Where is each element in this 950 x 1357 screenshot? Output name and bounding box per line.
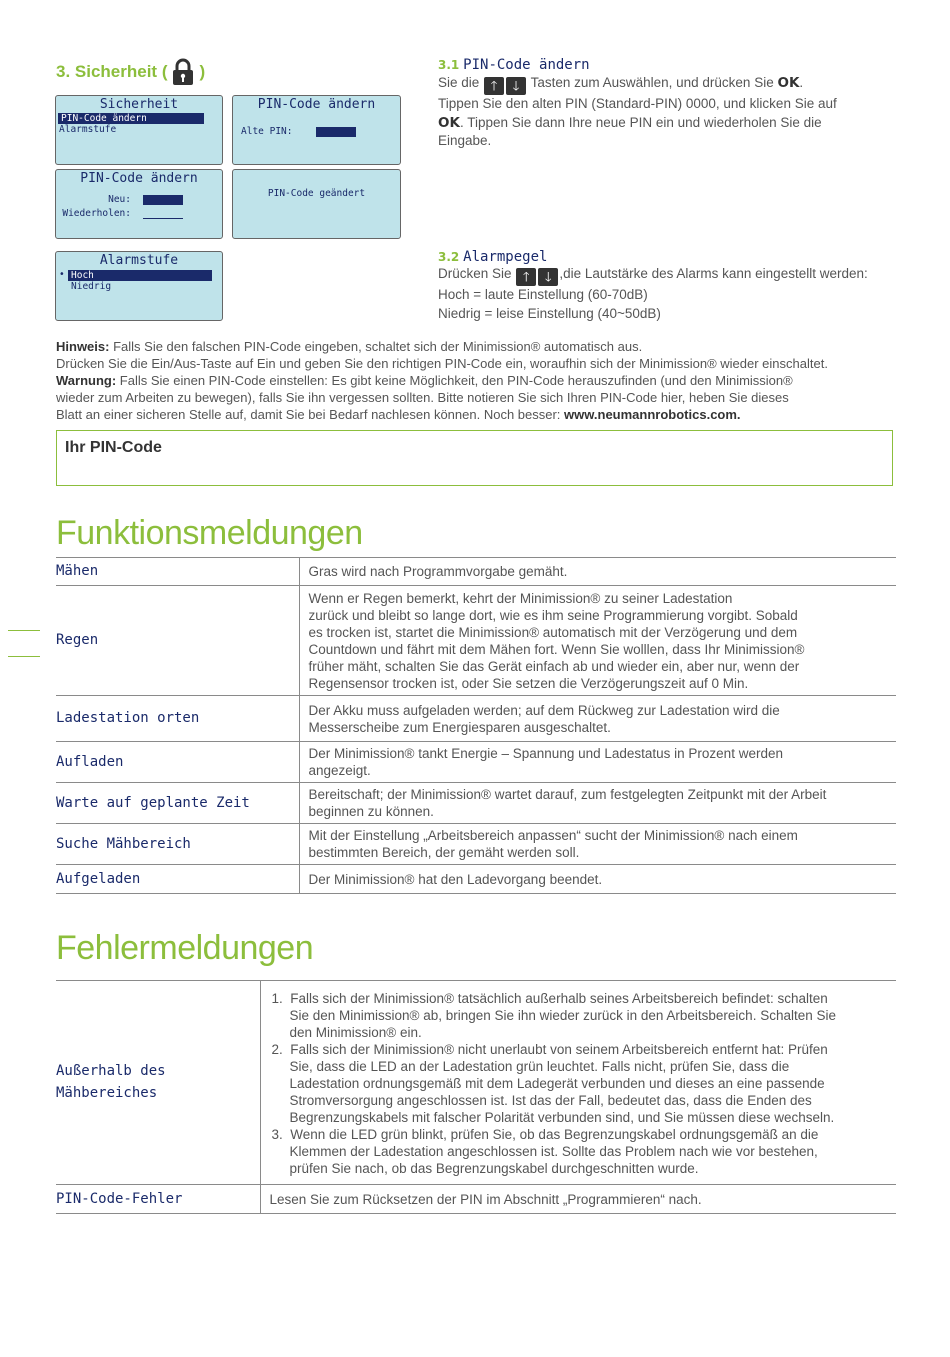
old-pin-label: Alte PIN:	[241, 126, 293, 137]
ok-label: OK	[777, 75, 800, 91]
text-line: Bereitschaft; der Minimission® wartet darauf, zum festgelegten Zeitpunkt mit der Arbeit	[308, 787, 827, 802]
text-line: den Minimission® ein.	[289, 1025, 422, 1040]
row-value	[299, 824, 896, 865]
list-item	[270, 1126, 889, 1177]
subsection-title: PIN-Code ändern	[463, 57, 590, 73]
row-value: Gras wird nach Programmvorgabe gemäht.	[299, 558, 896, 586]
new-pin-field	[143, 195, 183, 205]
text-line: prüfen Sie nach, ob das Begrenzungskabel durchgeschnitten wurde.	[289, 1161, 699, 1176]
table-row	[56, 586, 896, 696]
row-value: Lesen Sie zum Rücksetzen der PIN im Abschnitt „Programmieren“ nach.	[260, 1185, 896, 1214]
margin-mark	[8, 630, 40, 631]
text-line: wieder zum Arbeiten zu bewegen), falls Sie ihn vergessen sollten. Bitte notieren Sie sich Ihren PIN-Code hier, heben Sie dieses	[56, 390, 789, 405]
text-span: Tasten zum Auswählen, und drücken Sie	[530, 75, 774, 90]
subsection-3-1-text	[438, 74, 898, 151]
text-line: es trocken ist, startet die Minimission® automatisch mit der Verzögerung und dem	[308, 624, 798, 640]
warnung-label: Warnung:	[56, 373, 117, 388]
funktion-table	[56, 557, 896, 894]
text-line: Begrenzungskabels mit falscher Polarität verbunden sind, und Sie müssen diese wechseln.	[289, 1110, 835, 1125]
row-key: Aufgeladen	[56, 865, 299, 894]
row-key	[56, 981, 260, 1185]
row-key: Suche Mähbereich	[56, 824, 299, 865]
error-steps-list	[270, 990, 889, 1177]
lock-icon	[171, 58, 195, 86]
text-line: Der Minimission® tankt Energie – Spannung und Ladestatus in Prozent werden	[308, 746, 783, 761]
table-row	[56, 742, 896, 783]
text-span: Drücken Sie	[438, 266, 512, 281]
screen-title: PIN-Code ändern	[257, 97, 376, 112]
screen-selected-item: Hoch	[68, 270, 212, 281]
text-line: Wenn die LED grün blinkt, prüfen Sie, ob das Begrenzungskabel ordnungsgemäß an die	[290, 1127, 819, 1142]
text-line: Wenn er Regen bemerkt, kehrt der Minimission® zu seiner Ladestation	[308, 590, 733, 606]
row-key: Ladestation orten	[56, 696, 299, 742]
row-value: Der Minimission® hat den Ladevorgang beendet.	[299, 865, 896, 894]
text-line: Countdown und fährt mit dem Mähen fort. Wenn Sie wolllen, dass Ihr Minimission®	[308, 641, 805, 657]
screen-pin-new	[55, 169, 223, 239]
pin-code-label: Ihr PIN-Code	[65, 439, 162, 456]
text-line: Sie den Minimission® ab, bringen Sie ihn wieder zurück in den Arbeitsbereich. Schalten Sie	[289, 1008, 836, 1023]
arrow-down-icon: 🡓	[538, 268, 558, 286]
row-value	[299, 742, 896, 783]
text-line: Mit der Einstellung „Arbeitsbereich anpassen“ sucht der Minimission® nach einem	[308, 828, 798, 843]
text-line: Sie, dass die LED an der Ladestation grün leuchtet. Falls nicht, prüfen Sie, dass die	[289, 1059, 790, 1074]
screen-pin-changed	[232, 169, 401, 239]
hinweis-label: Hinweis:	[56, 339, 110, 354]
text-line: Stromversorgung angeschlossen ist. Ist das der Fall, bedeutet das, dass die Enden des	[289, 1093, 812, 1108]
text-line: Ladestation ordnungsgemäß mit dem Ladegerät verbunden und dieses an eine passende	[289, 1076, 825, 1091]
text-line: Hoch = laute Einstellung (60-70dB)	[438, 287, 648, 302]
repeat-pin-field	[143, 209, 183, 219]
screen-bullet: •	[59, 269, 65, 280]
text-span: Blatt an einer sicheren Stelle auf, damit Sie bei Bedarf nachlesen können. Noch besser:	[56, 407, 561, 422]
text-line: Mähbereiches	[56, 1085, 158, 1101]
subsection-3-1-heading	[438, 56, 590, 73]
row-key: Warte auf geplante Zeit	[56, 783, 299, 824]
ok-label: OK	[438, 114, 460, 131]
table-row	[56, 558, 896, 586]
repeat-pin-label: Wiederholen:	[62, 208, 131, 219]
table-row	[56, 981, 896, 1185]
website-link[interactable]: www.neumannrobotics.com.	[564, 407, 741, 422]
list-item	[270, 990, 889, 1041]
subsection-number: 3.1	[438, 58, 460, 72]
new-pin-label: Neu:	[108, 194, 131, 205]
row-key: Regen	[56, 586, 299, 696]
list-number: 2.	[271, 1042, 283, 1057]
arrow-up-icon: 🡑	[516, 268, 536, 286]
table-row	[56, 696, 896, 742]
screen-message: PIN-Code geändert	[267, 188, 366, 199]
funktion-heading: Funktionsmeldungen	[56, 514, 363, 552]
screen-pin-change	[232, 95, 401, 165]
text-line: Tippen Sie den alten PIN (Standard-PIN) 0000, und klicken Sie auf	[438, 96, 837, 111]
section-title-suffix: )	[199, 62, 206, 81]
subsection-title: Alarmpegel	[463, 249, 548, 265]
text-span: Sie die	[438, 75, 480, 90]
text-line: Klemmen der Ladestation angeschlossen ist. Sollte das Problem nach wie vor bestehen,	[289, 1144, 818, 1159]
row-value	[299, 696, 896, 742]
text-span: Falls Sie einen PIN-Code einstellen: Es gibt keine Möglichkeit, den PIN-Code herauszufinden (und den Minimission®	[119, 373, 793, 388]
arrow-down-icon: 🡓	[506, 77, 526, 95]
row-value	[299, 586, 896, 696]
text-span: . Tippen Sie dann Ihre neue PIN ein und wiederholen Sie die	[459, 114, 822, 130]
arrow-up-icon: 🡑	[484, 77, 504, 95]
table-row	[56, 783, 896, 824]
text-line: Der Akku muss aufgeladen werden; auf dem Rückweg zur Ladestation wird die	[308, 702, 780, 718]
row-key: Aufladen	[56, 742, 299, 783]
margin-mark	[8, 656, 40, 657]
list-number: 1.	[271, 991, 283, 1006]
text-line: Regensensor trocken ist, oder Sie setzen die Verzögerungszeit auf 0 Min.	[308, 675, 749, 691]
table-row	[56, 824, 896, 865]
subsection-3-2-text	[438, 265, 908, 323]
list-number: 3.	[271, 1127, 283, 1142]
text-line: Messerscheibe zum Energiesparen ausgeschaltet.	[308, 719, 611, 735]
text-line: zurück und bleibt so lange dort, wie es ihm seine Programmierung vorgibt. Sobald	[308, 607, 798, 623]
text-line: bestimmten Bereich, der gemäht werden soll.	[308, 845, 580, 860]
text-span: ,die Lautstärke des Alarms kann eingestellt werden:	[559, 266, 868, 281]
text-line: Falls sich der Minimission® nicht unerlaubt von seinem Arbeitsbereich entfernt hat: Prüfen	[290, 1042, 828, 1057]
section-title	[56, 58, 205, 86]
text-line: Niedrig = leise Einstellung (40~50dB)	[438, 305, 661, 321]
row-value	[260, 981, 896, 1185]
text-span: .	[799, 75, 804, 90]
text-line: Drücken Sie die Ein/Aus-Taste auf Ein und geben Sie den richtigen PIN-Code ein, woraufhin sich der Minimission® wieder einschaltet.	[56, 356, 828, 371]
note-block	[56, 338, 896, 423]
section-title-prefix: 3. Sicherheit (	[56, 62, 168, 81]
text-line: Außerhalb des	[56, 1063, 166, 1079]
screen-title: Alarmstufe	[99, 253, 179, 268]
text-line: angezeigt.	[308, 763, 371, 778]
screen-title: Sicherheit	[99, 97, 179, 112]
row-value	[299, 783, 896, 824]
text-line: Falls sich der Minimission® tatsächlich außerhalb seines Arbeitsbereich befindet: schalten	[290, 991, 828, 1006]
text-line: beginnen zu können.	[308, 804, 434, 819]
table-row	[56, 865, 896, 894]
screen-security	[55, 95, 223, 165]
text-line: Eingabe.	[438, 133, 492, 148]
subsection-3-2-heading	[438, 248, 547, 265]
list-item	[270, 1041, 889, 1126]
text-line: früher mäht, schalten Sie das Gerät einfach ab und wieder ein, aber nur, wenn der	[308, 658, 800, 674]
screen-item: Niedrig	[71, 281, 112, 292]
row-key: PIN-Code-Fehler	[56, 1185, 260, 1214]
text-span: Falls Sie den falschen PIN-Code eingeben, schaltet sich der Minimission® automatisch aus.	[113, 339, 643, 354]
table-row	[56, 1185, 896, 1214]
row-key: Mähen	[56, 558, 299, 586]
fehler-heading: Fehlermeldungen	[56, 929, 314, 967]
pin-code-box	[56, 430, 893, 486]
old-pin-field	[316, 127, 356, 137]
subsection-number: 3.2	[438, 250, 460, 264]
screen-item: Alarmstufe	[59, 124, 117, 135]
screen-selected-item: PIN-Code ändern	[58, 113, 204, 124]
screen-title: PIN-Code ändern	[80, 171, 198, 186]
fehler-table	[56, 980, 896, 1214]
screen-alarm	[55, 251, 223, 321]
